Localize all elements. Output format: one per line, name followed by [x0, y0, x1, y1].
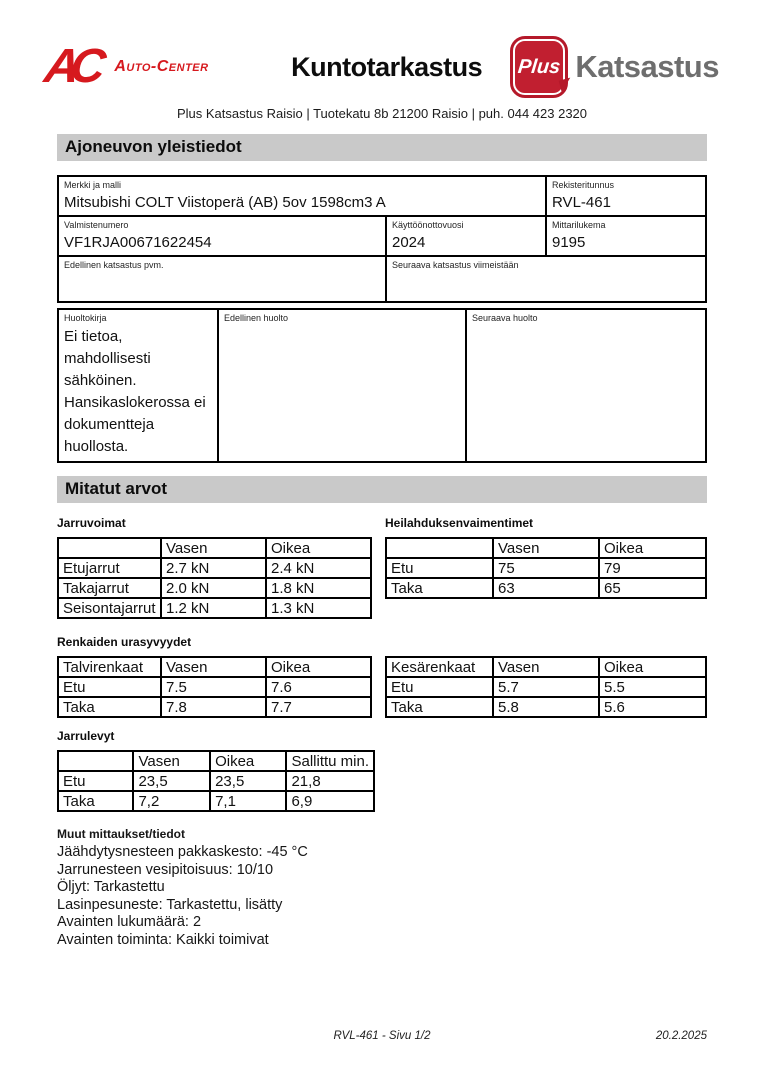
table-row	[386, 697, 706, 717]
document-page	[41, 0, 719, 949]
table-cell: 5.6	[599, 697, 706, 717]
table-row	[58, 578, 371, 598]
table-cell: Oikea	[266, 657, 371, 677]
auto-center-logo-icon: AC	[41, 40, 101, 93]
dampers-table	[385, 537, 707, 599]
table-cell: Taka	[386, 697, 493, 717]
table-cell: Vasen	[133, 751, 210, 771]
table-cell: Etu	[386, 677, 493, 697]
table-cell: 1.8 kN	[266, 578, 371, 598]
brake-discs-label: Jarrulevyt	[57, 729, 115, 743]
field-previous-inspection	[59, 257, 385, 301]
table-cell: 6,9	[286, 791, 374, 811]
table-cell: Takajarrut	[58, 578, 161, 598]
field-label: Huoltokirja	[64, 313, 107, 323]
table-cell: 23,5	[133, 771, 210, 791]
table-row	[58, 558, 371, 578]
page-title: Kuntotarkastus	[291, 51, 483, 82]
table-cell: Vasen	[161, 657, 266, 677]
section-header-measured-values: Mitatut arvot	[57, 476, 707, 503]
auto-center-logo	[41, 40, 260, 93]
table-cell: Oikea	[599, 657, 706, 677]
other-measurements-label: Muut mittaukset/tiedot	[57, 827, 185, 841]
dampers-label: Heilahduksenvaimentimet	[385, 516, 534, 530]
field-make-model	[59, 177, 545, 215]
field-value: 9195	[552, 234, 586, 251]
document-header	[41, 36, 719, 98]
table-row	[59, 215, 705, 255]
table-cell: 7,1	[210, 791, 286, 811]
plus-katsastus-logo-text: Katsastus	[575, 49, 719, 84]
table-cell: Oikea	[599, 538, 706, 558]
table-header-row	[386, 657, 706, 677]
table-cell: 7.5	[161, 677, 266, 697]
table-cell: Oikea	[210, 751, 286, 771]
table-cell: Taka	[58, 697, 161, 717]
table-cell: 5.8	[493, 697, 599, 717]
footer-date: 20.2.2025	[655, 1030, 707, 1042]
table-cell: Etujarrut	[58, 558, 161, 578]
table-cell: Seisontajarrut	[58, 598, 161, 618]
tables-row	[57, 649, 707, 718]
plus-badge-text: Plus	[517, 55, 562, 78]
table-row	[58, 771, 374, 791]
labels-row	[57, 516, 707, 530]
footer-page-number: RVL-461 - Sivu 1/2	[333, 1030, 431, 1042]
table-cell: 75	[493, 558, 599, 578]
field-value: Mitsubishi COLT Viistoperä (AB) 5ov 1598cm3 A	[64, 194, 386, 211]
plus-badge-tail-icon	[559, 78, 574, 93]
table-cell: 7.6	[266, 677, 371, 697]
table-cell: 5.5	[599, 677, 706, 697]
table-cell: Taka	[58, 791, 133, 811]
table-cell: Talvirenkaat	[58, 657, 161, 677]
table-cell: 7.8	[161, 697, 266, 717]
field-label: Merkki ja malli	[64, 180, 122, 190]
table-cell: 1.3 kN	[266, 598, 371, 618]
field-next-service	[465, 310, 705, 461]
field-label: Seuraava katsastus viimeistään	[392, 260, 519, 270]
winter-tyres-table	[57, 656, 372, 718]
station-address-line: Plus Katsastus Raisio | Tuotekatu 8b 21200 Raisio | puh. 044 423 2320	[176, 106, 588, 121]
tables-row	[57, 530, 707, 619]
plus-badge-icon	[513, 39, 565, 95]
field-value: Ei tietoa, mahdollisesti sähköinen. Hansikaslokerossa ei dokumentteja huollosta.	[64, 328, 206, 455]
field-service-book	[59, 310, 217, 461]
table-row	[386, 677, 706, 697]
table-cell: 7.7	[266, 697, 371, 717]
table-row	[59, 255, 705, 301]
field-label: Käyttöönottovuosi	[392, 220, 464, 230]
table-cell: 65	[599, 578, 706, 598]
summer-tyres-table	[385, 656, 707, 718]
field-next-inspection	[385, 257, 705, 301]
table-cell: 2.4 kN	[266, 558, 371, 578]
list-item: Lasinpesuneste: Tarkastettu, lisätty	[57, 896, 283, 913]
table-cell: 2.7 kN	[161, 558, 266, 578]
field-odometer	[545, 217, 705, 255]
field-label: Seuraava huolto	[472, 313, 538, 323]
plus-katsastus-logo	[513, 39, 719, 95]
table-cell: Taka	[386, 578, 493, 598]
table-row	[58, 697, 371, 717]
table-cell: 63	[493, 578, 599, 598]
auto-center-logo-text: Auto-Center	[114, 58, 209, 75]
table-cell: Vasen	[161, 538, 266, 558]
field-label: Mittarilukema	[552, 220, 606, 230]
list-item: Jarrunesteen vesipitoisuus: 10/10	[57, 861, 274, 878]
table-cell: Vasen	[493, 538, 599, 558]
brake-forces-table	[57, 537, 372, 619]
field-value	[472, 326, 700, 345]
table-row	[386, 578, 706, 598]
table-header-row	[58, 538, 371, 558]
list-item: Öljyt: Tarkastettu	[57, 879, 165, 895]
table-cell	[58, 751, 133, 771]
table-cell: 1.2 kN	[161, 598, 266, 618]
tyre-treads-label: Renkaiden urasyvyydet	[57, 635, 192, 649]
list-item: Avainten lukumäärä: 2	[57, 914, 202, 930]
table-cell: 79	[599, 558, 706, 578]
table-row	[58, 598, 371, 618]
table-cell: Kesärenkaat	[386, 657, 493, 677]
table-cell	[386, 538, 493, 558]
field-label: Edellinen katsastus pvm.	[64, 260, 164, 270]
field-label: Edellinen huolto	[224, 313, 289, 323]
table-cell	[58, 538, 161, 558]
table-row	[386, 558, 706, 578]
field-vin	[59, 217, 385, 255]
other-measurements-list	[57, 844, 707, 949]
table-cell: 23,5	[210, 771, 286, 791]
table-cell: Sallittu min.	[286, 751, 374, 771]
field-value: VF1RJA00671622454	[64, 234, 212, 251]
table-cell: 5.7	[493, 677, 599, 697]
brake-forces-label: Jarruvoimat	[57, 516, 126, 530]
table-cell: Vasen	[493, 657, 599, 677]
table-cell: Oikea	[266, 538, 371, 558]
field-label: Rekisteritunnus	[552, 180, 615, 190]
vehicle-info-table	[57, 175, 707, 303]
field-registration	[545, 177, 705, 215]
table-header-row	[58, 751, 374, 771]
table-row	[59, 310, 705, 461]
table-cell: Etu	[58, 677, 161, 697]
table-header-row	[386, 538, 706, 558]
section-header-general-info: Ajoneuvon yleistiedot	[57, 134, 707, 161]
list-item: Avainten toiminta: Kaikki toimivat	[57, 931, 269, 948]
table-cell: Etu	[386, 558, 493, 578]
brake-discs-table	[57, 750, 375, 812]
table-row	[59, 177, 705, 215]
field-previous-service	[217, 310, 465, 461]
list-item: Jäähdytysnesteen pakkaskesto: -45 °C	[57, 844, 308, 860]
table-cell: Etu	[58, 771, 133, 791]
service-book-table	[57, 308, 707, 463]
table-cell: 2.0 kN	[161, 578, 266, 598]
table-row	[58, 791, 374, 811]
table-row	[58, 677, 371, 697]
field-value	[64, 273, 380, 292]
page-footer	[57, 1030, 707, 1042]
table-cell: 7,2	[133, 791, 210, 811]
field-first-use-year	[385, 217, 545, 255]
field-value: RVL-461	[552, 194, 611, 211]
field-value	[392, 273, 700, 292]
field-value: 2024	[392, 234, 426, 251]
field-label: Valmistenumero	[64, 220, 129, 230]
table-header-row	[58, 657, 371, 677]
table-cell: 21,8	[286, 771, 374, 791]
field-value	[224, 326, 460, 345]
